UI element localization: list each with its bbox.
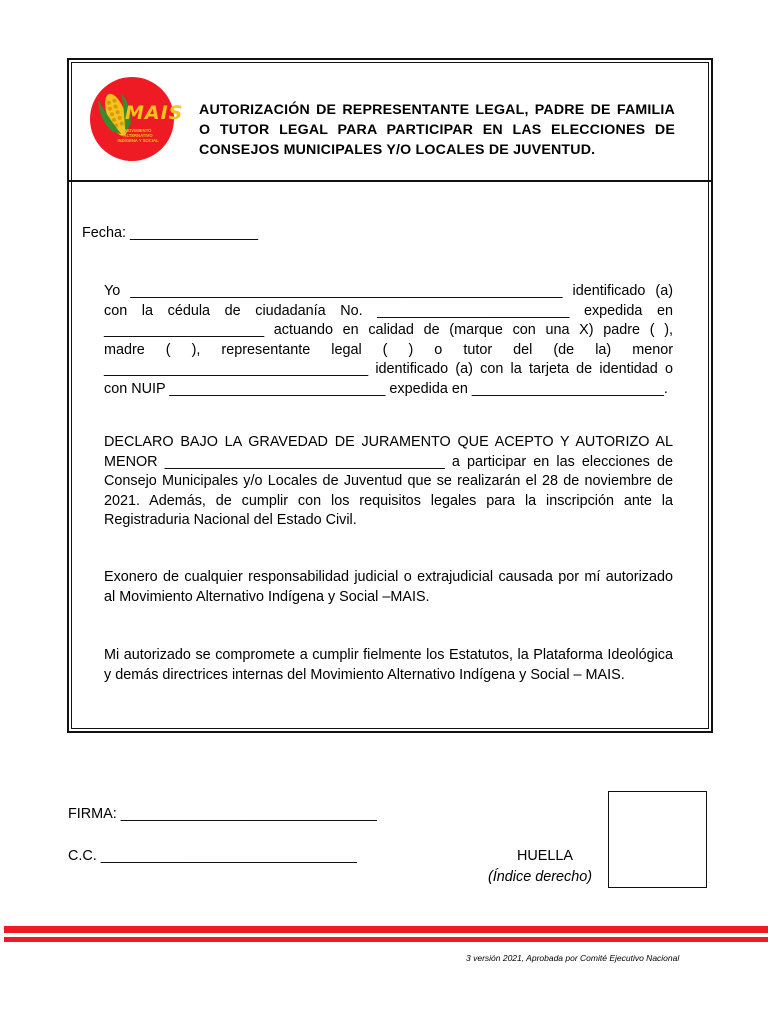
firma-field: FIRMA: ________________________________ [68, 806, 377, 822]
huella-label: HUELLA [517, 848, 573, 864]
paragraph-line: ____________________ actuando en calidad de (marque con una X) padre ( ), [104, 322, 673, 338]
paragraph-declaration: DECLARO BAJO LA GRAVEDAD DE JURAMENTO QUE ACEPTO Y AUTORIZO AL MENOR ___________________________________ a participar en las elecciones de Consejo Municipales y/o Locales de Juventud que se realizarán el 28 de noviembre de 2021. Además, de cumplir con los requisitos legales para la inscripción ante la Registraduria Nacional del Estado Civil. [104, 434, 673, 528]
header-separator [69, 180, 711, 182]
paragraph-exoneration: Exonero de cualquier responsabilidad judicial o extrajudicial causada por mí autorizado al Movimiento Alternativo Indígena y Social –MAIS. [104, 569, 673, 605]
paragraph-line: madre ( ), representante legal ( ) o tutor del (de la) menor [104, 341, 673, 358]
document-title: AUTORIZACIÓN DE REPRESENTANTE LEGAL, PADRE DE FAMILIA O TUTOR LEGAL PARA PARTICIPAR EN LAS ELECCIONES DE CONSEJOS MUNICIPALES Y/O LOCALES DE JUVENTUD. [199, 102, 675, 158]
logo-subtext: MOVIMIENTO ALTERNATIVO INDÍGENA Y SOCIAL [117, 128, 159, 143]
paragraph-line: con la cédula de ciudadanía No. ________________________ expedida en [104, 302, 673, 319]
paragraph-commitment: Mi autorizado se compromete a cumplir fielmente los Estatutos, la Plataforma Ideológica y demás directrices internas del Movimiento Alternativo Indígena y Social – MAIS. [104, 647, 673, 683]
paragraph-line: _________________________________ identificado (a) con la tarjeta de identidad o [104, 361, 673, 377]
cc-field: C.C. ________________________________ [68, 848, 357, 864]
indice-label: (Índice derecho) [488, 869, 592, 885]
fecha-field: Fecha: ________________ [82, 225, 259, 241]
fingerprint-box [608, 791, 707, 888]
footer-red-band-thin [4, 937, 768, 942]
footer-red-band [4, 926, 768, 933]
mais-logo [89, 76, 184, 162]
paragraph-line: con NUIP ___________________________ expedida en ________________________. [104, 380, 668, 397]
footer-version-note: 3 versión 2021, Aprobada por Comité Ejecutivo Nacional [466, 953, 680, 963]
paragraph-line: Yo ______________________________________________________ identificado (a) [104, 283, 673, 299]
logo-text: MAIS [125, 102, 184, 124]
paragraph-identification [104, 282, 673, 399]
